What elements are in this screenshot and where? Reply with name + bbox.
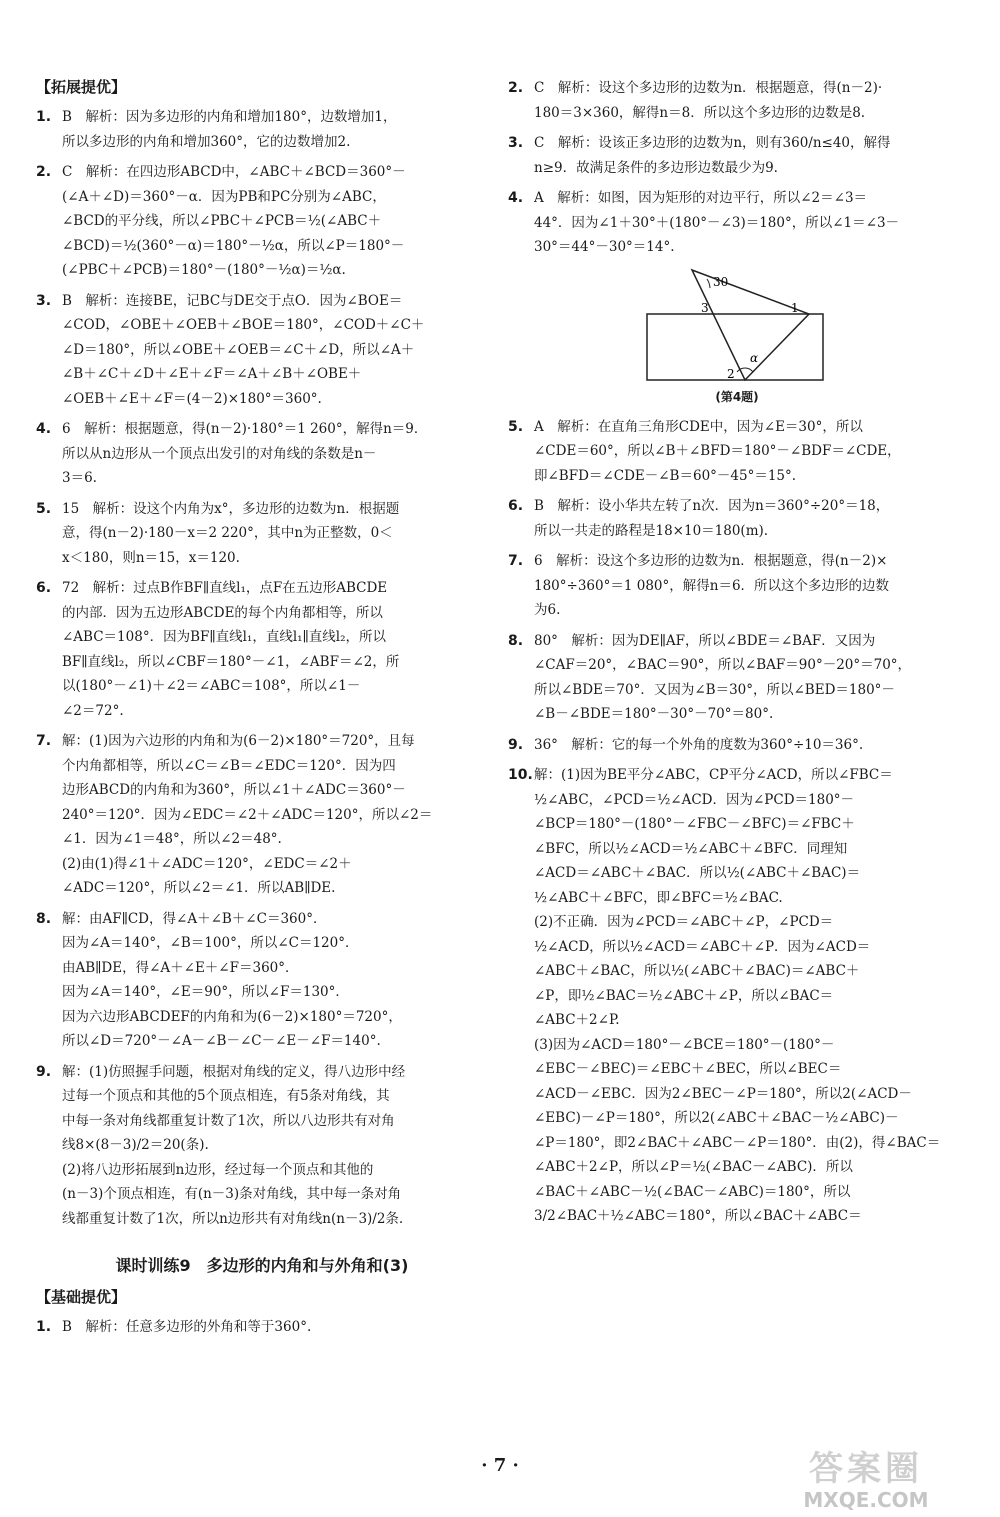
answer-line: ∠CAF＝20°，∠BAC＝90°，所以∠BAF＝90°－20°＝70°， [534, 657, 912, 673]
answer-line: ∠ACD＝∠ABC＋∠BAC．所以½(∠ABC＋∠BAC)＝ [534, 865, 861, 881]
figure-question-4 [508, 266, 966, 405]
answer-line: 过每一个顶点和其他的5个顶点相连，有5条对角线，其 [62, 1088, 390, 1104]
answer-line: (∠PBC＋∠PCB)＝180°－(180°－½α)＝½α. [62, 262, 346, 278]
answer-line: 44°．因为∠1＋30°＋(180°－∠3)＝180°，所以∠1＝∠3－ [534, 214, 900, 231]
answer-line: 解：(1)仿照握手问题，根据对角线的定义，得八边形中经 [62, 1063, 406, 1080]
right-answer-list-top [508, 76, 966, 260]
answer-line: ∠BCD)＝½(360°－α)＝180°－½α，所以∠P＝180°－ [62, 237, 405, 254]
right-answer-list-bottom [508, 415, 966, 1229]
rectangle-triangle-diagram [637, 266, 837, 386]
answer-line: ½∠ABC，∠PCD＝½∠ACD．因为∠PCD＝180°－ [534, 791, 855, 808]
answer-number: 1. [36, 1319, 52, 1335]
label-alpha: α [750, 350, 759, 365]
answer-line: 解：由AF∥CD，得∠A＋∠B＋∠C＝360°． [62, 910, 327, 927]
answer-line: 所以一共走的路程是18×10＝180(m). [534, 522, 769, 539]
answer-line: 个内角都相等，所以∠C＝∠B＝∠EDC＝120°．因为四 [62, 757, 396, 774]
answer-line: ∠COD，∠OBE＋∠OEB＋∠BOE＝180°，∠COD＋∠C＋ [62, 317, 425, 333]
answer-item [508, 733, 966, 758]
answer-item [36, 105, 488, 154]
answer-line: ∠P，即½∠BAC＝½∠ABC＋∠P，所以∠BAC＝ [534, 987, 834, 1004]
watermark-url: MXQE.COM [803, 1488, 929, 1512]
answer-item [36, 289, 488, 412]
answer-number: 9. [36, 1063, 52, 1080]
answer-line: 解：(1)因为BE平分∠ABC，CP平分∠ACD，所以∠FBC＝ [534, 767, 893, 783]
answer-line: ∠ABC＋2∠P. [534, 1012, 620, 1028]
answer-line: 因为∠A＝140°，∠B＝100°，所以∠C＝120°． [62, 935, 359, 951]
answer-item [36, 729, 488, 901]
basic-answer-list [36, 1315, 488, 1340]
answer-item [508, 415, 966, 489]
left-answer-list [36, 105, 488, 1231]
answer-line: (2)不正确．因为∠PCD＝∠ABC＋∠P，∠PCD＝ [534, 914, 834, 930]
answer-item [508, 763, 966, 1229]
answer-item [508, 629, 966, 727]
answer-item [508, 131, 966, 180]
figure-caption: (第4题) [715, 389, 759, 404]
answer-line: BF∥直线l₂，所以∠CBF＝180°－∠1，∠ABF＝∠2，所 [62, 653, 400, 670]
answer-number: 7. [36, 733, 52, 749]
answer-line: ∠EBC)－∠P＝180°，所以2(∠ABC＋∠BAC－½∠ABC)－ [534, 1110, 899, 1126]
answer-item [36, 1060, 488, 1232]
answer-line: 30°＝44°－30°＝14°. [534, 239, 675, 255]
answer-line: ∠BFC，所以½∠ACD＝½∠ABC＋∠BFC．同理知 [534, 840, 848, 857]
answer-line: (3)因为∠ACD＝180°－∠BCE＝180°－(180°－ [534, 1036, 835, 1053]
answer-line: 线都重复计数了1次，所以n边形共有对角线n(n－3)/2条. [62, 1210, 404, 1227]
answer-line: 由AB∥DE，得∠A＋∠E＋∠F＝360°． [62, 959, 299, 976]
answer-line: C 解析：设该正多边形的边数为n，则有360/n≤40，解得 [534, 135, 891, 151]
answer-number: 8. [508, 632, 524, 649]
answer-line: 6 解析：设这个多边形的边数为n．根据题意，得(n－2)× [534, 553, 888, 569]
answer-line: A 解析：在直角三角形CDE中，因为∠E＝30°，所以 [534, 418, 863, 435]
answer-number: 1. [36, 109, 52, 125]
answer-line: 的内部．因为五边形ABCDE的每个内角都相等，所以 [62, 604, 383, 621]
answer-line: 以(180°－∠1)＋∠2＝∠ABC＝108°，所以∠1－ [62, 678, 361, 694]
label-2: 2 [727, 366, 735, 381]
answer-line: 所以从n边形从一个顶点出发引的对角线的条数是n－ [62, 445, 377, 462]
answer-line: ∠BAC＋∠ABC－½(∠BAC－∠ABC)＝180°，所以 [534, 1183, 851, 1200]
answer-item [36, 160, 488, 283]
label-3: 3 [701, 300, 709, 315]
answer-line: B 解析：因为多边形的内角和增加180°，边数增加1， [62, 109, 397, 125]
answer-line: ∠ABC＝108°．因为BF∥直线l₁，直线l₁∥直线l₂，所以 [62, 629, 387, 645]
answer-item [36, 417, 488, 491]
answer-line: ∠B－∠BDE＝180°－30°－70°＝80°. [534, 706, 774, 722]
answer-line: ∠ABC＋2∠P，所以∠P＝½(∠BAC－∠ABC)．所以 [534, 1159, 853, 1175]
answer-line: 意，得(n－2)·180－x＝2 220°，其中n为正整数，0＜ [62, 525, 393, 541]
answer-line: ∠CDE＝60°，所以∠B＋∠BFD＝180°－∠BDF＝∠CDE， [534, 443, 901, 459]
answer-number: 2. [508, 80, 524, 96]
answer-number: 9. [508, 736, 524, 753]
answer-item [508, 494, 966, 543]
answer-item [36, 497, 488, 571]
answer-line: (∠A＋∠D)＝360°－α．因为PB和PC分别为∠ABC， [62, 188, 386, 205]
section-heading-extension: 【拓展提优】 [36, 78, 127, 96]
answer-line: ½∠ACD，所以½∠ACD＝∠ABC＋∠P．因为∠ACD＝ [534, 938, 871, 955]
answer-line: ∠1．因为∠1＝48°，所以∠2＝48°. [62, 831, 282, 847]
answer-line: ∠ACD－∠EBC．因为2∠BEC－∠P＝180°，所以2(∠ACD－ [534, 1085, 912, 1102]
answer-line: 180＝3×360，解得n＝8．所以这个多边形的边数是8. [534, 104, 866, 121]
answer-number: 2. [36, 164, 52, 180]
answer-line: C 解析：设这个多边形的边数为n．根据题意，得(n－2)· [534, 80, 883, 96]
answer-line: 3＝6. [62, 470, 97, 486]
answer-line: 72 解析：过点B作BF∥直线l₁，点F在五边形ABCDE [62, 580, 388, 596]
right-column [508, 76, 966, 1235]
watermark-logo-text: 答案圈 [809, 1449, 923, 1489]
answer-line: 为6. [534, 602, 561, 618]
answer-line: 6 解析：根据题意，得(n－2)·180°＝1 260°，解得n＝9． [62, 421, 428, 437]
answer-line: B 解析：连接BE，记BC与DE交于点O．因为∠BOE＝ [62, 292, 403, 309]
answer-line: ∠BCD的平分线，所以∠PBC＋∠PCB＝½(∠ABC＋ [62, 213, 382, 229]
answer-line: A 解析：如图，因为矩形的对边平行，所以∠2＝∠3＝ [534, 190, 868, 206]
answer-line: 解：(1)因为六边形的内角和为(6－2)×180°＝720°，且每 [62, 733, 415, 749]
answer-item [36, 1315, 488, 1340]
angle-arc-30 [707, 279, 710, 288]
answer-number: 3. [508, 135, 524, 151]
answer-item [508, 76, 966, 125]
answer-line: ∠EBC－∠BEC)＝∠EBC＋∠BEC，所以∠BEC＝ [534, 1061, 842, 1077]
answer-line: ∠P＝180°，即2∠BAC＋∠ABC－∠P＝180°．由(2)，得∠BAC＝ [534, 1134, 941, 1151]
answer-line: B 解析：任意多边形的外角和等于360°. [62, 1319, 312, 1335]
answer-line: 180°÷360°＝1 080°，解得n＝6．所以这个多边形的边数 [534, 577, 890, 594]
answer-line: 所以∠D＝720°－∠A－∠B－∠C－∠E－∠F＝140°. [62, 1033, 381, 1049]
answer-line: ∠B＋∠C＋∠D＋∠E＋∠F＝∠A＋∠B＋∠OBE＋ [62, 366, 362, 382]
answer-number: 6. [36, 580, 52, 596]
answer-line: C 解析：在四边形ABCD中，∠ABC＋∠BCD＝360°－ [62, 164, 406, 180]
answer-line: (2)由(1)得∠1＋∠ADC＝120°，∠EDC＝∠2＋ [62, 855, 352, 872]
answer-number: 10. [508, 767, 533, 783]
answer-number: 4. [36, 421, 52, 437]
answer-line: 中每一条对角线都重复计数了1次，所以八边形共有对角 [62, 1112, 395, 1129]
answer-line: 边形ABCD的内角和为360°，所以∠1＋∠ADC＝360°－ [62, 782, 406, 798]
answer-line: 80° 解析：因为DE∥AF，所以∠BDE＝∠BAF．又因为 [534, 632, 876, 649]
label-1: 1 [791, 300, 799, 315]
answer-line: ∠BCP＝180°－(180°－∠FBC－∠BFC)＝∠FBC＋ [534, 816, 855, 832]
answer-number: 5. [508, 418, 524, 435]
answer-line: (2)将八边形拓展到n边形，经过每一个顶点和其他的 [62, 1161, 374, 1178]
answer-line: ∠ADC＝120°，所以∠2＝∠1．所以AB∥DE. [62, 880, 336, 896]
label-30: 30 [713, 274, 729, 289]
answer-number: 3. [36, 292, 52, 309]
rectangle-shape [647, 314, 823, 380]
answer-number: 6. [508, 498, 524, 514]
answer-line: ∠2＝72°. [62, 702, 124, 719]
section-heading-basic: 【基础提优】 [36, 1288, 127, 1306]
answer-number: 7. [508, 553, 524, 569]
answer-line: 所以多边形的内角和增加360°，它的边数增加2. [62, 133, 351, 150]
answer-line: 36° 解析：它的每一个外角的度数为360°÷10＝36°. [534, 736, 864, 753]
answer-line: 即∠BFD＝∠CDE－∠B＝60°－45°＝15°. [534, 467, 797, 484]
answer-line: ∠ABC＋∠BAC，所以½(∠ABC＋∠BAC)＝∠ABC＋ [534, 963, 860, 979]
answer-number: 4. [508, 190, 524, 206]
lesson-title: 课时训练9 多边形的内角和与外角和(3) [115, 1256, 409, 1275]
answer-line: ∠D＝180°，所以∠OBE＋∠OEB＝∠C＋∠D，所以∠A＋ [62, 341, 415, 358]
answer-item [36, 576, 488, 723]
answer-line: B 解析：设小华共左转了n次．因为n＝360°÷20°＝18， [534, 498, 890, 514]
answer-item [36, 907, 488, 1054]
answer-line: n≥9．故满足条件的多边形边数最少为9. [534, 159, 778, 176]
answer-line: 240°＝120°．因为∠EDC＝∠2＋∠ADC＝120°，所以∠2＝ [62, 806, 433, 823]
answer-line: 因为∠A＝140°，∠E＝90°，所以∠F＝130°． [62, 984, 349, 1000]
answer-line: 线8×(8－3)/2＝20(条). [62, 1137, 209, 1153]
answer-line: 所以∠BDE＝70°．又因为∠B＝30°，所以∠BED＝180°－ [534, 681, 895, 698]
answer-line: (n－3)个顶点相连，有(n－3)条对角线，其中每一条对角 [62, 1186, 402, 1202]
answer-line: x＜180，则n＝15，x＝120. [62, 549, 240, 566]
watermark-logo [746, 1449, 986, 1511]
answer-line: 15 解析：设这个内角为x°，多边形的边数为n．根据题 [62, 500, 400, 517]
page-number: · 7 · [481, 1455, 519, 1476]
answer-number: 5. [36, 500, 52, 517]
answer-item [508, 549, 966, 623]
answer-number: 8. [36, 910, 52, 927]
answer-line: ½∠ABC＋∠BFC，即∠BFC＝½∠BAC. [534, 889, 783, 906]
answer-line: 因为六边形ABCDEF的内角和为(6－2)×180°＝720°， [62, 1008, 402, 1025]
answer-line: 3/2∠BAC＋½∠ABC＝180°，所以∠BAC＋∠ABC＝ [534, 1208, 862, 1224]
left-column [36, 76, 488, 1346]
answer-line: ∠OEB＋∠E＋∠F＝(4－2)×180°＝360°. [62, 390, 322, 407]
answer-item [508, 186, 966, 260]
